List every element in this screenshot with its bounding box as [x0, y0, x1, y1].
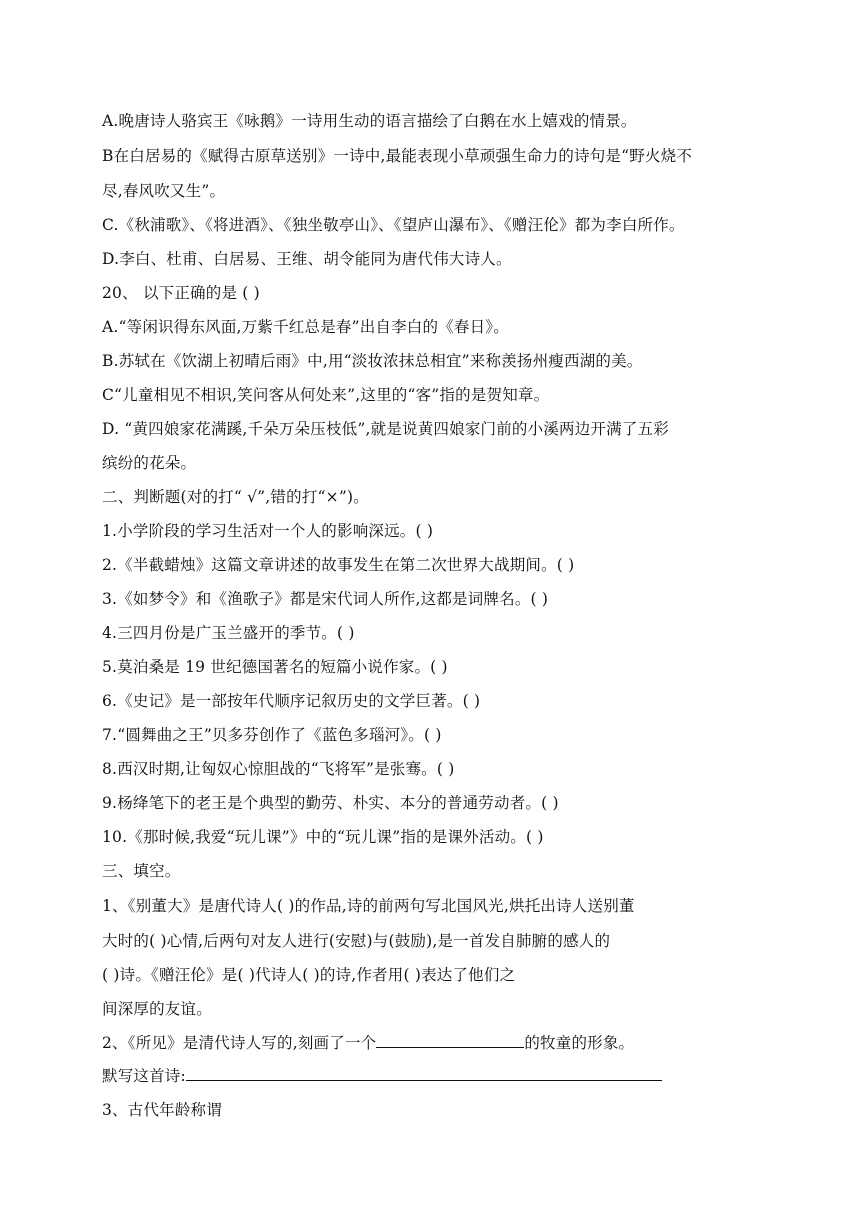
q20-option-d-continued: 缤纷的花朵。 [102, 454, 197, 472]
q19-option-c: C.《秋浦歌》、《将进酒》、《独坐敬亭山》、《望庐山瀑布》、《赠汪伦》都为李白所作。 [102, 216, 685, 234]
judge-item: 7.“圆舞曲之王”贝多芬创作了《蓝色多瑙河》。( ) [102, 726, 442, 744]
fill-q2-prefix: 2、《所见》是清代诗人写的,刻画了一个 [102, 1034, 377, 1052]
judge-item: 10.《那时候,我爱“玩儿课”》中的“玩儿课”指的是课外活动。( ) [102, 828, 544, 846]
judge-item: 6.《史记》是一部按年代顺序记叙历史的文学巨著。( ) [102, 692, 481, 710]
judge-item: 1.小学阶段的学习生活对一个人的影响深远。( ) [102, 522, 434, 540]
dictation-row [102, 1064, 662, 1086]
q20-option-b: B.苏轼在《饮湖上初晴后雨》中,用“淡妆浓抹总相宜”来称羡扬州瘦西湖的美。 [102, 352, 643, 370]
q20-option-a: A.“等闲识得东风面,万紫千红总是春”出自李白的《春日》。 [102, 318, 509, 336]
fill-q2 [102, 1031, 634, 1053]
section2-title: 二、判断题(对的打“ √”,错的打“×”)。 [102, 488, 369, 506]
judge-item: 5.莫泊桑是 19 世纪德国著名的短篇小说作家。( ) [102, 658, 448, 676]
fill-q1-line: 1、《别董大》是唐代诗人( )的作品,诗的前两句写北国风光,烘托出诗人送别董 [102, 897, 635, 915]
dictation-blank[interactable] [186, 1064, 662, 1081]
q19-option-b: B在白居易的《赋得古原草送别》一诗中,最能表现小草顽强生命力的诗句是“野火烧不 [102, 147, 693, 165]
judge-item: 8.西汉时期,让匈奴心惊胆战的“飞将军”是张骞。( ) [102, 760, 455, 778]
q19-option-b-continued: 尽,春风吹又生”。 [102, 182, 226, 200]
q19-option-a: A.晚唐诗人骆宾王《咏鹅》一诗用生动的语言描绘了白鹅在水上嬉戏的情景。 [102, 112, 637, 130]
judge-item: 3.《如梦令》和《渔歌子》都是宋代词人所作,这都是词牌名。( ) [102, 590, 549, 608]
judge-item: 2.《半截蜡烛》这篇文章讲述的故事发生在第二次世界大战期间。( ) [102, 556, 575, 574]
dictation-label: 默写这首诗: [102, 1067, 186, 1085]
section3-title: 三、填空。 [102, 862, 181, 880]
q20-option-d: D. “黄四娘家花满蹊,千朵万朵压枝低”,就是说黄四娘家门前的小溪两边开满了五彩 [102, 420, 669, 438]
fill-q1-line: 间深厚的友谊。 [102, 1000, 212, 1018]
q19-option-d: D.李白、杜甫、白居易、王维、胡令能同为唐代伟大诗人。 [102, 250, 512, 268]
fill-q1-line: ( )诗。《赠汪伦》是( )代诗人( )的诗,作者用( )表达了他们之 [102, 966, 516, 984]
judge-item: 9.杨绛笔下的老王是个典型的勤劳、朴实、本分的普通劳动者。( ) [102, 794, 559, 812]
fill-q2-blank[interactable] [376, 1031, 524, 1048]
q20-option-c: C“儿童相见不相识,笑问客从何处来”,这里的“客”指的是贺知章。 [102, 386, 550, 404]
fill-q1-line: 大时的( )心情,后两句对友人进行(安慰)与(鼓励),是一首发自肺腑的感人的 [102, 932, 611, 950]
q20-title: 20、 以下正确的是 ( ) [102, 284, 260, 302]
fill-q2-suffix: 的牧童的形象。 [524, 1034, 635, 1052]
judge-item: 4.三四月份是广玉兰盛开的季节。( ) [102, 624, 355, 642]
fill-q3: 3、古代年龄称谓 [102, 1101, 222, 1119]
